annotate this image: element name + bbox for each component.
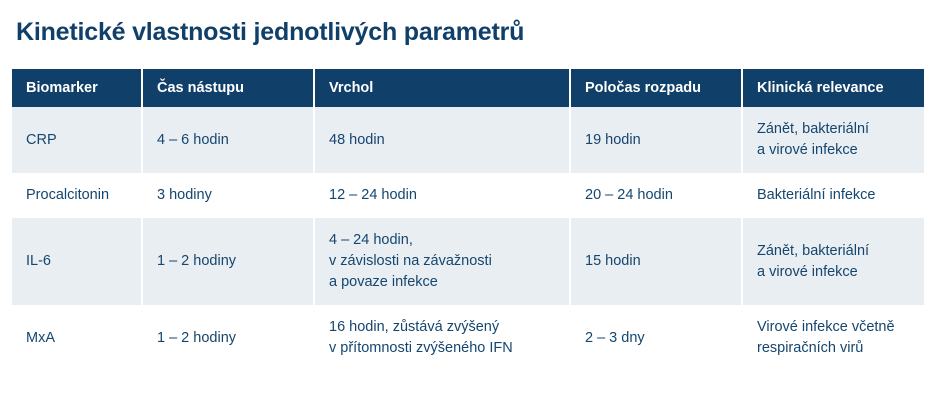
table-row: [12, 173, 924, 218]
cell-text-line: 16 hodin, zůstává zvýšený: [329, 319, 500, 336]
column-header-halflife: Poločas rozpadu: [570, 69, 742, 107]
cell-text-line: a virové infekce: [757, 263, 858, 280]
table-row: [12, 305, 924, 371]
table-header: [12, 69, 924, 107]
cell-text-line: Zánět, bakteriální: [757, 242, 870, 259]
cell-halflife: 15 hodin: [570, 218, 742, 305]
cell-biomarker: IL-6: [12, 218, 142, 305]
table-header-row: [12, 69, 924, 107]
cell-halflife: 20 – 24 hodin: [570, 173, 742, 218]
kinetics-table: [12, 69, 924, 371]
cell-peak: [314, 173, 570, 218]
cell-text-line: 12 – 24 hodin: [329, 187, 417, 204]
cell-text-line: Virové infekce včetně: [757, 319, 895, 336]
column-header-biomarker: Biomarker: [12, 69, 142, 107]
cell-peak: [314, 218, 570, 305]
cell-text-line: v přítomnosti zvýšeného IFN: [329, 340, 513, 357]
cell-biomarker: CRP: [12, 107, 142, 173]
column-header-peak: Vrchol: [314, 69, 570, 107]
cell-relevance: [742, 173, 924, 218]
cell-relevance: [742, 218, 924, 305]
table-body: [12, 107, 924, 371]
cell-onset: 1 – 2 hodiny: [142, 305, 314, 371]
cell-text-line: Zánět, bakteriální: [757, 121, 870, 137]
cell-text-line: respiračních virů: [757, 340, 864, 357]
cell-text-line: a virové infekce: [757, 142, 858, 159]
cell-relevance: [742, 107, 924, 173]
table-row: [12, 218, 924, 305]
cell-onset: 1 – 2 hodiny: [142, 218, 314, 305]
cell-text-line: a povaze infekce: [329, 274, 438, 291]
page-title: Kinetické vlastnosti jednotlivých parametrů: [16, 18, 525, 46]
table-row: [12, 107, 924, 173]
cell-halflife: 19 hodin: [570, 107, 742, 173]
cell-halflife: 2 – 3 dny: [570, 305, 742, 371]
cell-text-line: v závislosti na závažnosti: [329, 253, 492, 270]
cell-text-line: Bakteriální infekce: [757, 187, 876, 204]
cell-peak: [314, 305, 570, 371]
cell-text-line: 4 – 24 hodin,: [329, 232, 413, 249]
cell-biomarker: MxA: [12, 305, 142, 371]
cell-relevance: [742, 305, 924, 371]
cell-text-line: 48 hodin: [329, 131, 385, 148]
cell-onset: 3 hodiny: [142, 173, 314, 218]
cell-onset: 4 – 6 hodin: [142, 107, 314, 173]
cell-peak: [314, 107, 570, 173]
column-header-relevance: Klinická relevance: [742, 69, 924, 107]
column-header-onset: Čas nástupu: [142, 69, 314, 107]
cell-biomarker: Procalcitonin: [12, 173, 142, 218]
